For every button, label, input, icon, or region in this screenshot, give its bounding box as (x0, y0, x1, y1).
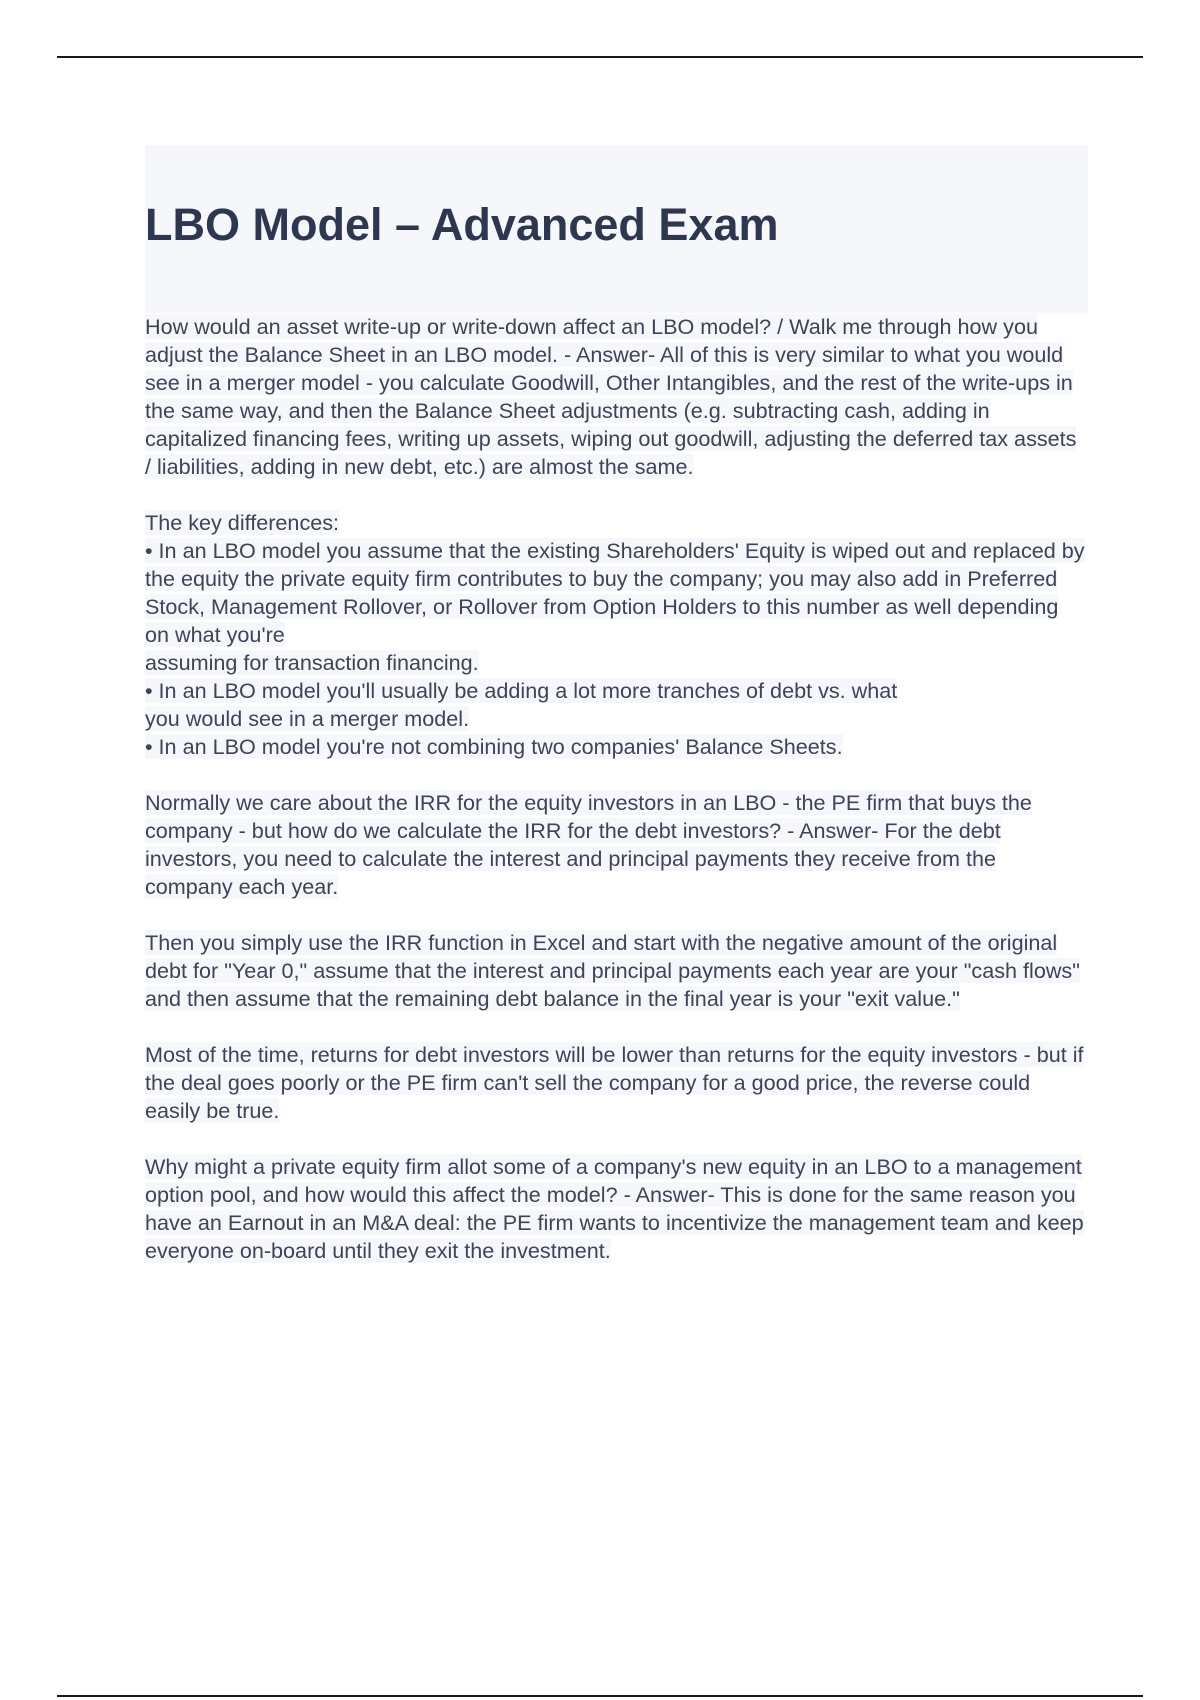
bullet-shareholders-equity: • In an LBO model you assume that the existing Shareholders' Equity is wiped out and replaced by the equity the private equity firm contributes to buy the company; you may also add in Preferred Stock, Management Rollover, or Rollover from Option Holders to this number as well depending on what you're (145, 538, 1085, 647)
paragraph-returns-text: Most of the time, returns for debt investors will be lower than returns for the equity investors - but if the deal goes poorly or the PE firm can't sell the company for a good price, the reverse could easily be true. (145, 1042, 1084, 1123)
question-debt-irr (145, 789, 1088, 901)
question-option-pool (145, 1153, 1088, 1265)
key-differences (145, 509, 1088, 761)
bullet-tranches-of-debt-cont: you would see in a merger model. (145, 706, 470, 731)
bullet-balance-sheets: • In an LBO model you're not combining two companies' Balance Sheets. (145, 734, 843, 759)
bullet-tranches-of-debt: • In an LBO model you'll usually be adding a lot more tranches of debt vs. what (145, 678, 898, 703)
paragraph-irr-function-text: Then you simply use the IRR function in Excel and start with the negative amount of the original debt for "Year 0," assume that the interest and principal payments each year are your "cash flows" and then assume that the remaining debt balance in the final year is your "exit value." (145, 930, 1080, 1011)
document-body (145, 313, 1088, 1293)
bottom-rule (57, 1695, 1143, 1697)
question-asset-writeup (145, 313, 1088, 481)
paragraph-returns (145, 1041, 1088, 1125)
question-asset-writeup-text: How would an asset write-up or write-down affect an LBO model? / Walk me through how you adjust the Balance Sheet in an LBO model. - Answer- All of this is very similar to what you would see in a merger model - you calculate Goodwill, Other Intangibles, and the rest of the write-ups in the same way, and then the Balance Sheet adjustments (e.g. subtracting cash, adding in capitalized financing fees, writing up assets, wiping out goodwill, adjusting the deferred tax assets / liabilities, adding in new debt, etc.) are almost the same. (145, 314, 1077, 479)
page-title: LBO Model – Advanced Exam (145, 199, 779, 250)
question-option-pool-text: Why might a private equity firm allot some of a company's new equity in an LBO to a management option pool, and how would this affect the model? - Answer- This is done for the same reason you have an Earnout in an M&A deal: the PE firm wants to incentivize the management team and keep everyone on-board until they exit the investment. (145, 1154, 1084, 1263)
question-debt-irr-text: Normally we care about the IRR for the equity investors in an LBO - the PE firm that buys the company - but how do we calculate the IRR for the debt investors? - Answer- For the debt investors, you need to calculate the interest and principal payments they receive from the company each year. (145, 790, 1032, 899)
top-rule (57, 56, 1143, 58)
bullet-shareholders-equity-cont: assuming for transaction financing. (145, 650, 479, 675)
key-differences-heading: The key differences: (145, 510, 340, 535)
paragraph-irr-function (145, 929, 1088, 1013)
